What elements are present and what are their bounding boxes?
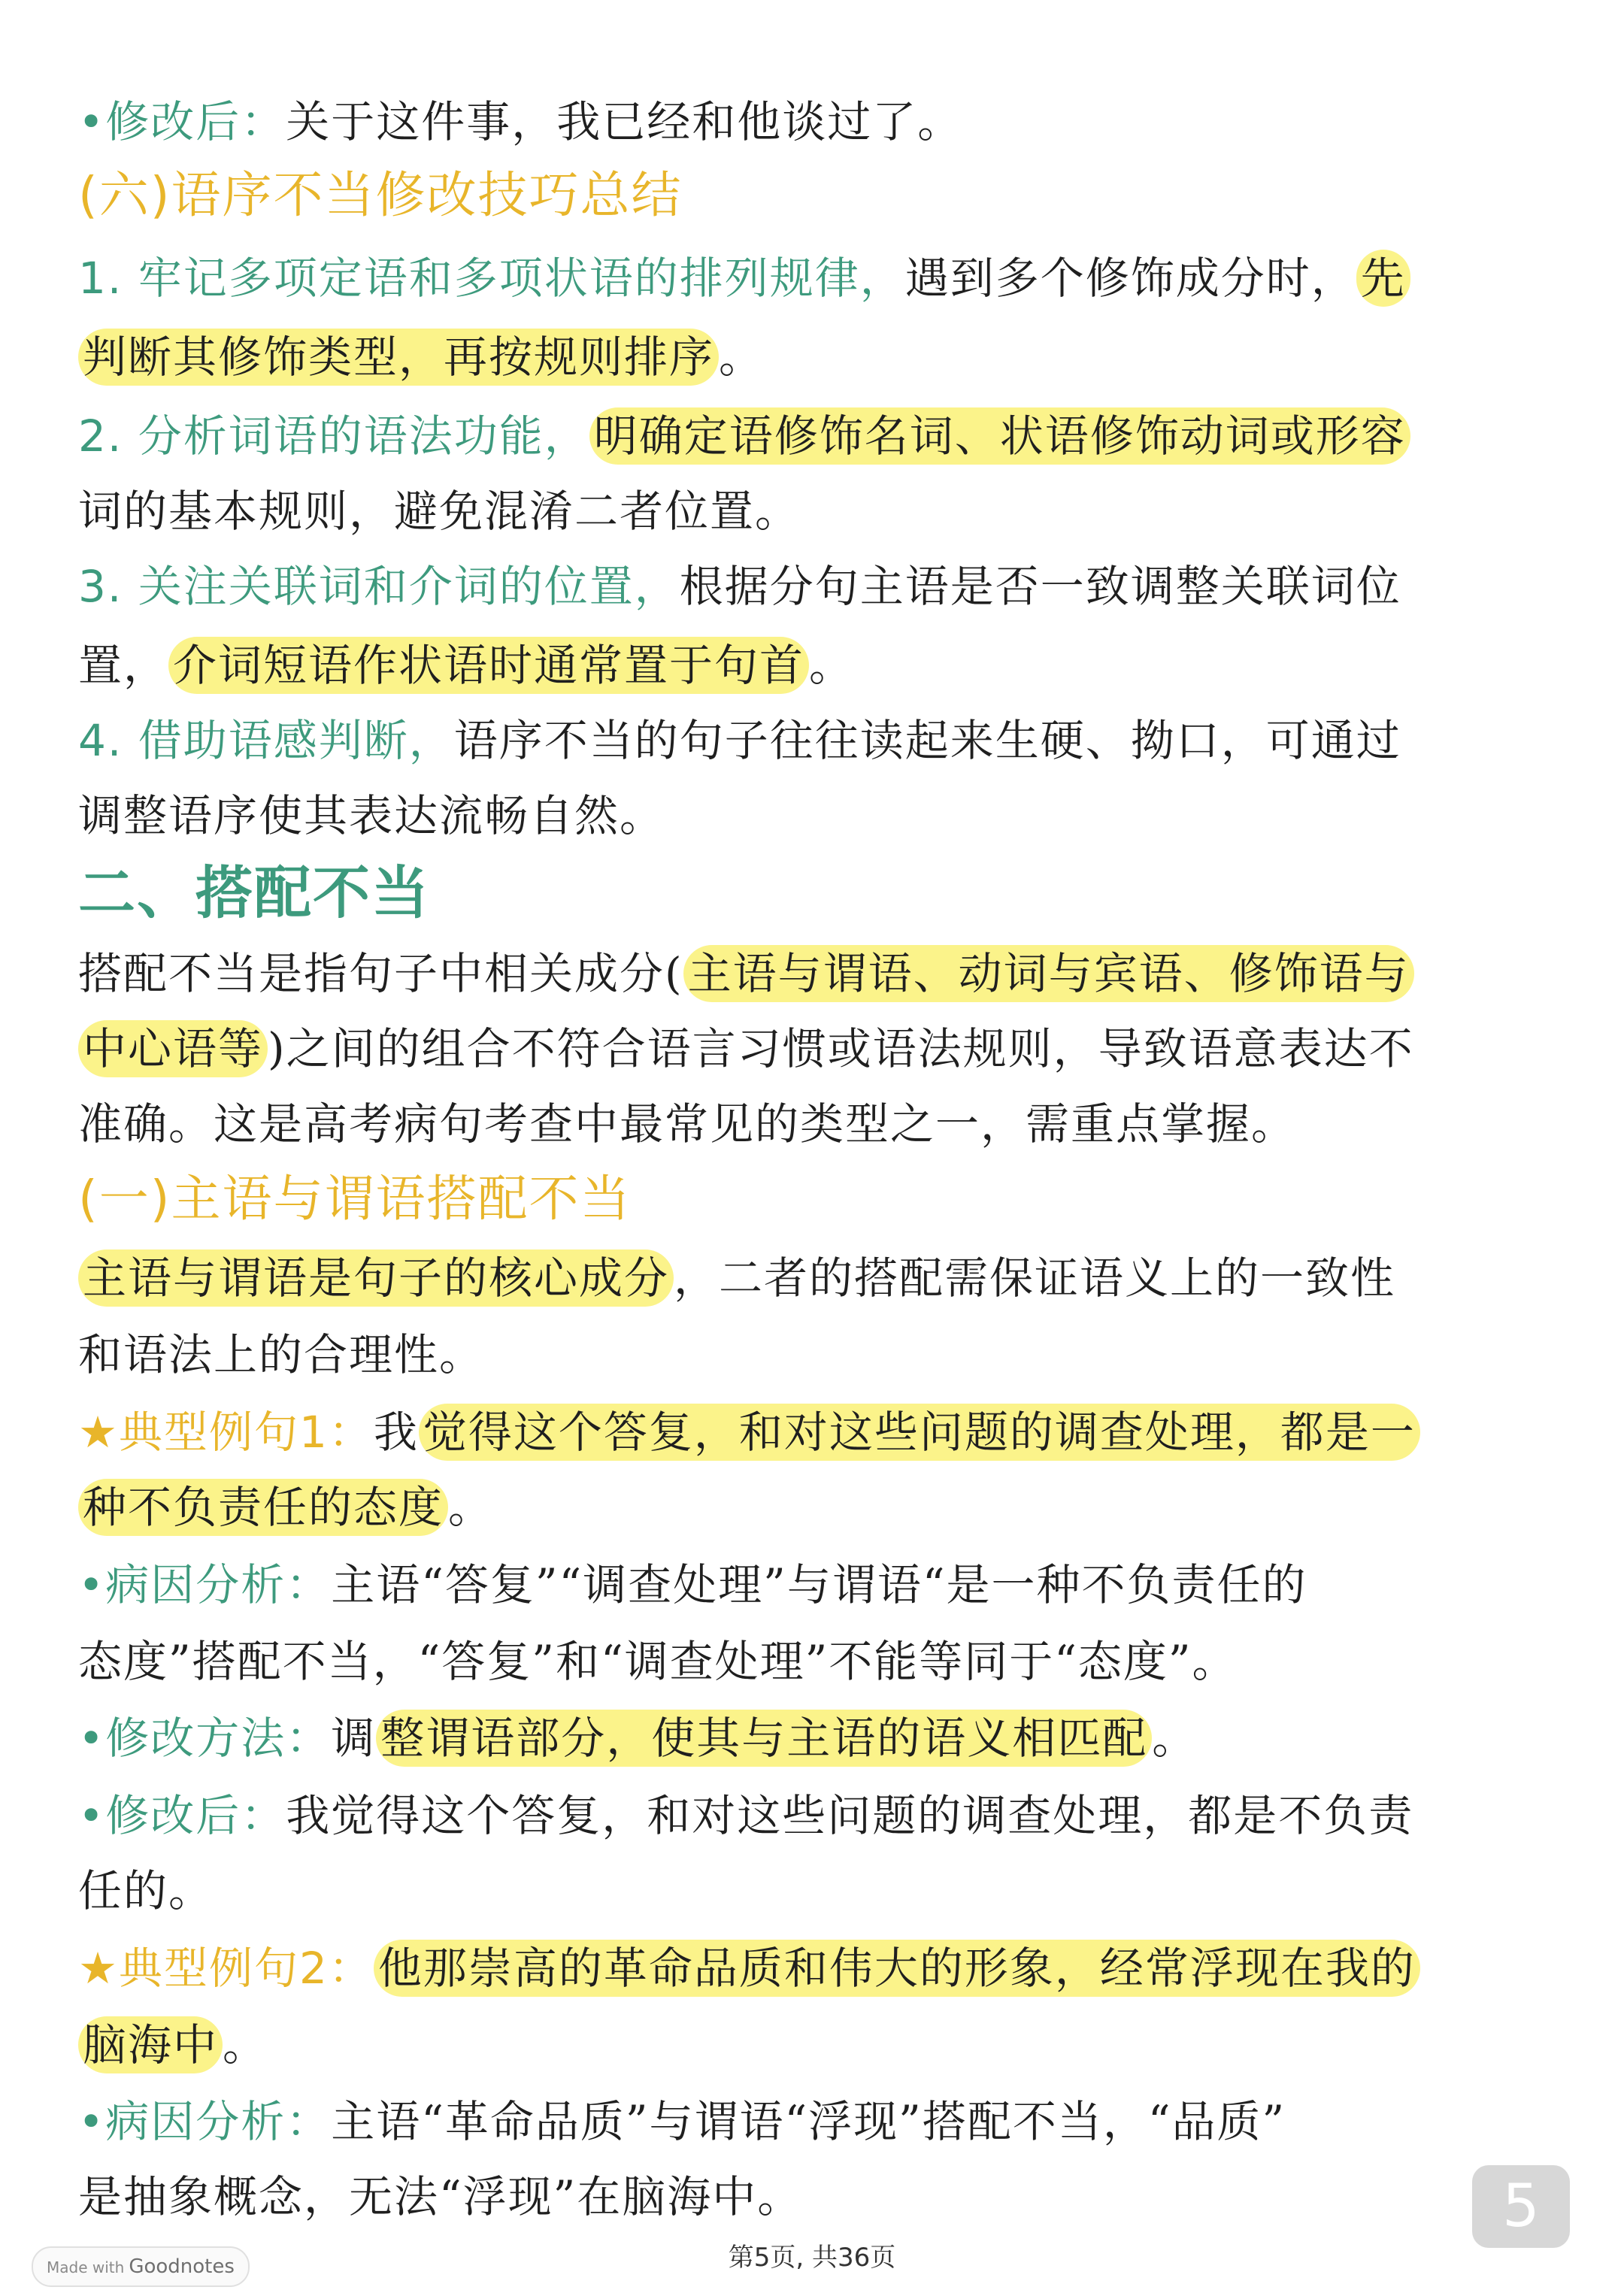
revised-text: 关于这件事，我已经和他谈过了。 <box>286 96 963 147</box>
text-line: 准确。这是高考病句考查中最常见的类型之一，需重点掌握。 <box>78 1098 1297 1150</box>
label-analysis: •病因分析： <box>78 1559 332 1610</box>
text-line: 判断其修饰类型，再按规则排序 。 <box>78 320 1564 395</box>
highlight: 介词短语作状语时通常置于句首 <box>168 637 809 694</box>
highlight: 整谓语部分，使其与主语的语义相匹配 <box>376 1710 1152 1767</box>
label-revised: •修改后： <box>78 96 286 147</box>
text-line <box>78 398 1564 474</box>
text-line: 搭配不当是指句子中相关成分( 主语与谓语、动词与宾语、修饰语与 <box>78 936 1564 1011</box>
text-line: 词的基本规则，避免混淆二者位置。 <box>78 486 801 537</box>
highlight: 中心语等 <box>78 1020 268 1077</box>
text-line: •修改后：我觉得这个答复，和对这些问题的调查处理，都是不负责 <box>78 1790 1414 1841</box>
highlight: 主语与谓语、动词与宾语、修饰语与 <box>683 945 1414 1002</box>
page-footer: 第5页, 共36页 <box>728 2243 896 2273</box>
text-line: •修改方法：调 整谓语部分，使其与主语的语义相匹配 。 <box>78 1701 1564 1776</box>
text-line: 调整语序使其表达流畅自然。 <box>78 790 665 841</box>
text-line: 态度”搭配不当，“答复”和“调查处理”不能等同于“态度”。 <box>78 1636 1238 1687</box>
text-line <box>78 84 1564 159</box>
text-line: 4. 借助语感判断，语序不当的句子往往读起来生硬、拗口，可通过 <box>78 715 1401 766</box>
text-line: 主语与谓语是句子的核心成分 ，二者的搭配需保证语义上的一致性 <box>78 1240 1564 1316</box>
example-label: ★典型例句1： <box>78 1407 374 1458</box>
tip-title: 2. 分析词语的语法功能， <box>78 410 589 462</box>
page-number-badge: 5 <box>1472 2165 1570 2248</box>
text-line: 是抽象概念，无法“浮现”在脑海中。 <box>78 2171 803 2222</box>
section-heading: (六)语序不当修改技巧总结 <box>78 166 683 224</box>
text-line: 中心语等 )之间的组合不符合语言习惯或语法规则，导致语意表达不 <box>78 1011 1564 1086</box>
text-line: •病因分析：主语“革命品质”与谓语“浮现”搭配不当，“品质” <box>78 2096 1286 2147</box>
text-line: 置， 介词短语作状语时通常置于句首 。 <box>78 628 1564 703</box>
text-line: •病因分析：主语“答复”“调查处理”与谓语“是一种不负责任的 <box>78 1559 1307 1610</box>
made-with-badge: Made with Goodnotes <box>32 2246 250 2287</box>
label-analysis: •病因分析： <box>78 2096 332 2147</box>
text-line: 和语法上的合理性。 <box>78 1329 485 1380</box>
text-line: 3. 关注关联词和介词的位置，根据分句主语是否一致调整关联词位 <box>78 561 1401 612</box>
text-line: 脑海中 。 <box>78 2007 1564 2082</box>
highlight: 明确定语修饰名词、状语修饰动词或形容 <box>589 407 1410 465</box>
chapter-heading: 二、搭配不当 <box>78 859 430 926</box>
highlight: 种不负责任的态度 <box>78 1479 448 1536</box>
tip-title: 1. 牢记多项定语和多项状语的排列规律， <box>78 253 905 304</box>
goodnotes-logo: Goodnotes <box>129 2255 235 2278</box>
tip-title: 3. 关注关联词和介词的位置， <box>78 561 680 612</box>
highlight: 他那崇高的革命品质和伟大的形象，经常浮现在我的 <box>374 1940 1420 1997</box>
text-line: 任的。 <box>78 1865 214 1916</box>
label-method: •修改方法： <box>78 1713 332 1764</box>
highlight: 主语与谓语是句子的核心成分 <box>78 1249 674 1307</box>
highlight: 判断其修饰类型，再按规则排序 <box>78 329 719 386</box>
text-line <box>78 241 1564 316</box>
tip-text: 遇到多个修饰成分时， <box>904 253 1356 304</box>
text-line: 种不负责任的态度 。 <box>78 1470 1564 1545</box>
text-line: ★典型例句1：我 觉得这个答复，和对这些问题的调查处理，都是一 <box>78 1395 1564 1470</box>
tip-title: 4. 借助语感判断， <box>78 715 454 766</box>
label-revised: •修改后： <box>78 1790 286 1841</box>
highlight: 先 <box>1356 250 1410 307</box>
highlight: 脑海中 <box>78 2016 223 2073</box>
highlight: 觉得这个答复，和对这些问题的调查处理，都是一 <box>419 1404 1420 1461</box>
text-line <box>78 1931 1564 2006</box>
example-label: ★典型例句2： <box>78 1943 374 1994</box>
section-heading: (一)主语与谓语搭配不当 <box>78 1170 632 1228</box>
